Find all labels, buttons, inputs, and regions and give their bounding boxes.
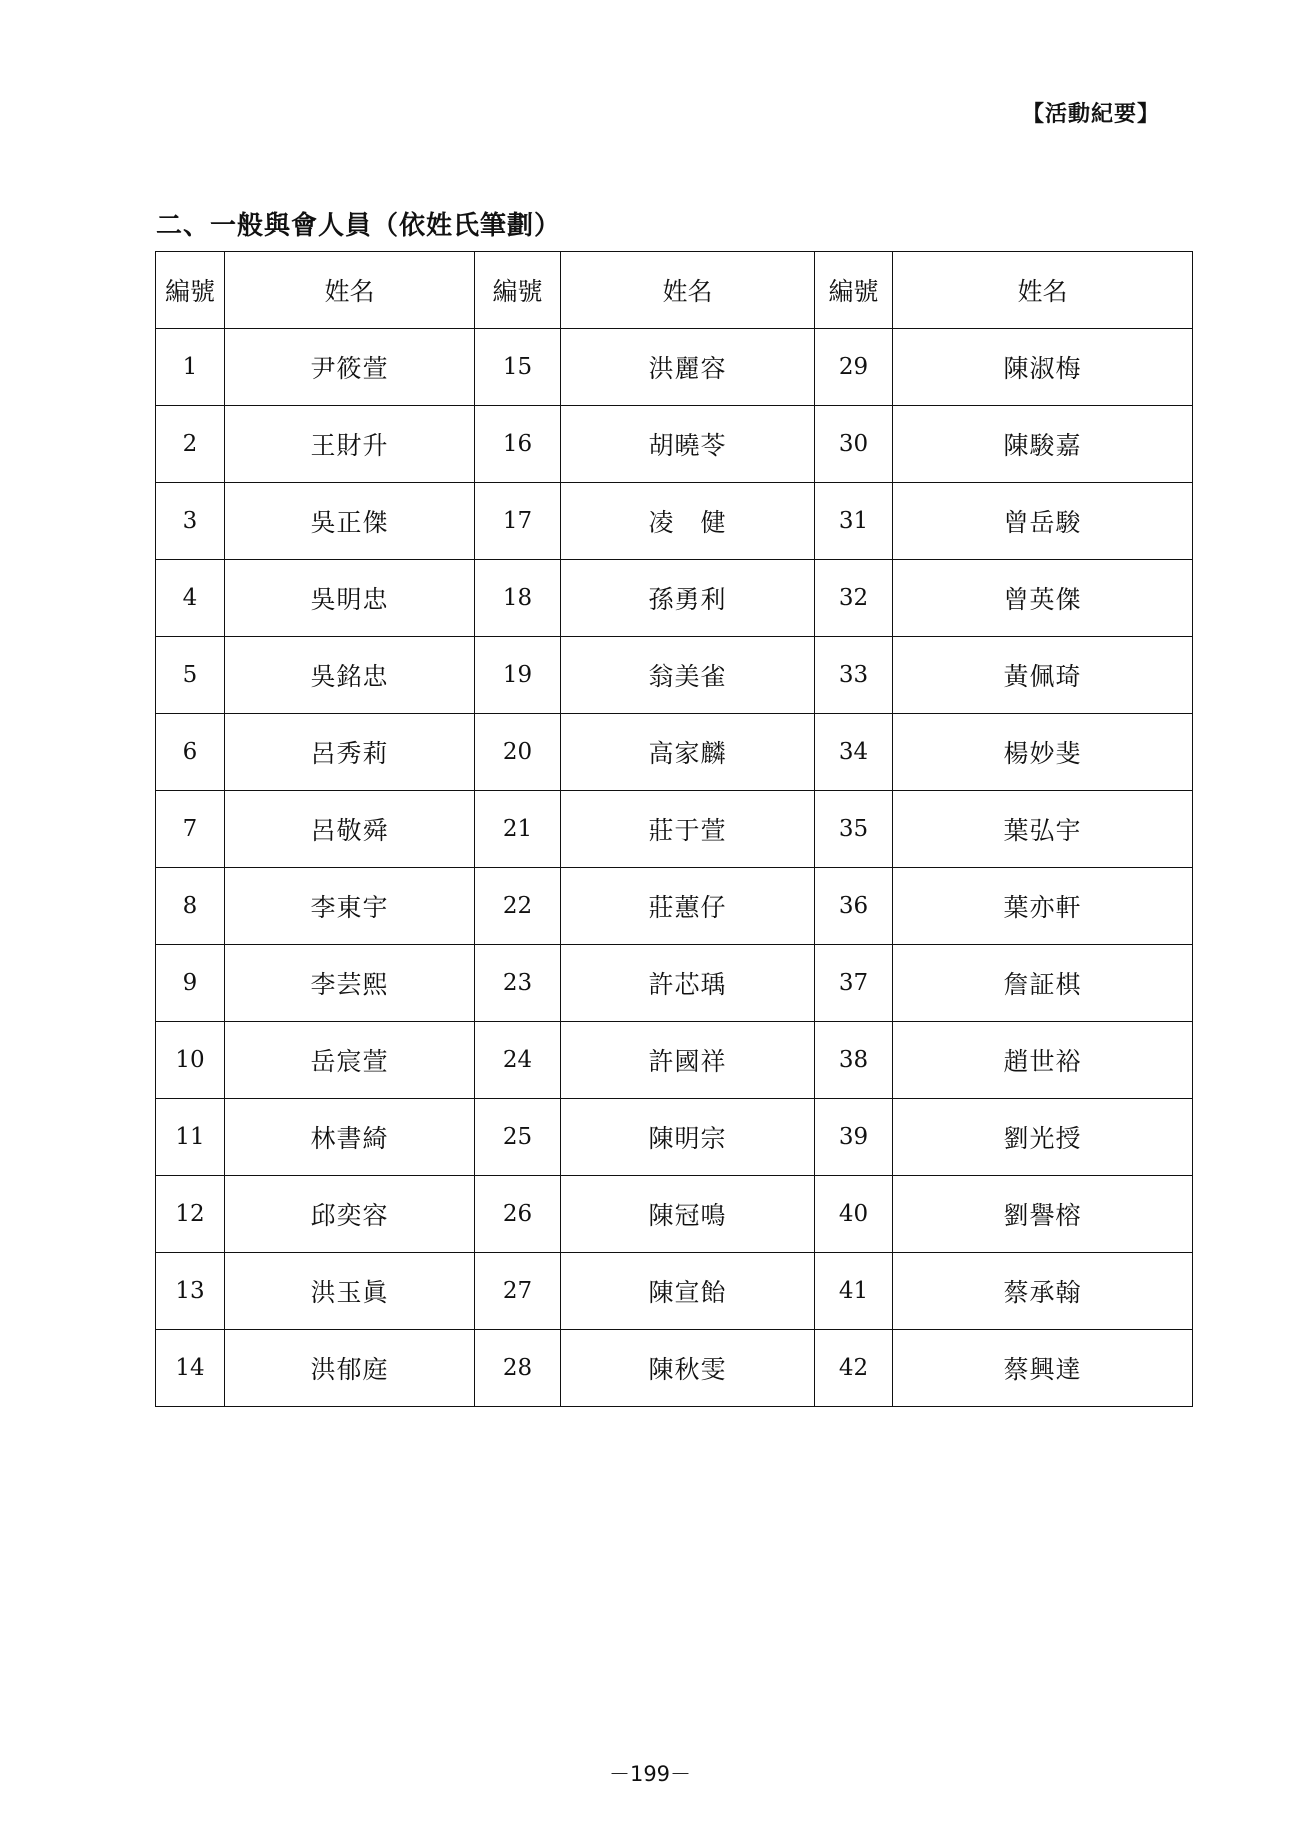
column-header-number: 編號 xyxy=(156,252,225,329)
attendee-name: 曾岳駿 xyxy=(893,483,1193,560)
entry-number: 6 xyxy=(156,714,225,791)
entry-number: 24 xyxy=(475,1022,561,1099)
attendee-name: 蔡興達 xyxy=(893,1330,1193,1407)
column-header-name: 姓名 xyxy=(561,252,815,329)
entry-number: 26 xyxy=(475,1176,561,1253)
section-title: 二、一般與會人員（依姓氏筆劃） xyxy=(156,211,562,241)
attendee-table xyxy=(155,251,1193,1407)
entry-number: 11 xyxy=(156,1099,225,1176)
running-head: 【活動紀要】 xyxy=(1021,102,1160,127)
entry-number: 38 xyxy=(815,1022,893,1099)
entry-number: 35 xyxy=(815,791,893,868)
entry-number: 39 xyxy=(815,1099,893,1176)
table-row xyxy=(156,406,1193,483)
attendee-name: 許芯瑀 xyxy=(561,945,815,1022)
attendee-name: 吳銘忠 xyxy=(225,637,475,714)
entry-number: 25 xyxy=(475,1099,561,1176)
entry-number: 10 xyxy=(156,1022,225,1099)
attendee-name: 楊妙斐 xyxy=(893,714,1193,791)
attendee-name: 陳秋雯 xyxy=(561,1330,815,1407)
attendee-name: 邱奕容 xyxy=(225,1176,475,1253)
attendee-name: 劉譽榕 xyxy=(893,1176,1193,1253)
attendee-name: 莊蕙仔 xyxy=(561,868,815,945)
attendee-name: 葉弘宇 xyxy=(893,791,1193,868)
entry-number: 37 xyxy=(815,945,893,1022)
table-row xyxy=(156,560,1193,637)
entry-number: 31 xyxy=(815,483,893,560)
entry-number: 8 xyxy=(156,868,225,945)
attendee-name: 孫勇利 xyxy=(561,560,815,637)
column-header-name: 姓名 xyxy=(893,252,1193,329)
attendee-name: 陳冠鳴 xyxy=(561,1176,815,1253)
table-row xyxy=(156,868,1193,945)
attendee-name: 胡曉苓 xyxy=(561,406,815,483)
attendee-name: 凌 健 xyxy=(561,483,815,560)
entry-number: 1 xyxy=(156,329,225,406)
attendee-name: 許國祥 xyxy=(561,1022,815,1099)
table-body xyxy=(156,329,1193,1407)
entry-number: 21 xyxy=(475,791,561,868)
attendee-name: 曾英傑 xyxy=(893,560,1193,637)
attendee-name: 呂秀莉 xyxy=(225,714,475,791)
entry-number: 40 xyxy=(815,1176,893,1253)
entry-number: 30 xyxy=(815,406,893,483)
entry-number: 16 xyxy=(475,406,561,483)
table-row xyxy=(156,1176,1193,1253)
attendee-name: 岳宸萱 xyxy=(225,1022,475,1099)
entry-number: 12 xyxy=(156,1176,225,1253)
column-header-number: 編號 xyxy=(815,252,893,329)
attendee-name: 洪麗容 xyxy=(561,329,815,406)
attendee-name: 李東宇 xyxy=(225,868,475,945)
entry-number: 32 xyxy=(815,560,893,637)
attendee-name: 蔡承翰 xyxy=(893,1253,1193,1330)
column-header-number: 編號 xyxy=(475,252,561,329)
entry-number: 17 xyxy=(475,483,561,560)
entry-number: 18 xyxy=(475,560,561,637)
attendee-name: 陳宣飴 xyxy=(561,1253,815,1330)
entry-number: 33 xyxy=(815,637,893,714)
entry-number: 36 xyxy=(815,868,893,945)
attendee-name: 吳正傑 xyxy=(225,483,475,560)
attendee-name: 陳明宗 xyxy=(561,1099,815,1176)
attendee-name: 呂敬舜 xyxy=(225,791,475,868)
entry-number: 3 xyxy=(156,483,225,560)
attendee-name: 陳淑梅 xyxy=(893,329,1193,406)
entry-number: 9 xyxy=(156,945,225,1022)
entry-number: 5 xyxy=(156,637,225,714)
column-header-name: 姓名 xyxy=(225,252,475,329)
table-row xyxy=(156,1253,1193,1330)
attendee-name: 趙世裕 xyxy=(893,1022,1193,1099)
entry-number: 14 xyxy=(156,1330,225,1407)
attendee-name: 翁美雀 xyxy=(561,637,815,714)
table-row xyxy=(156,329,1193,406)
entry-number: 29 xyxy=(815,329,893,406)
attendee-name: 洪郁庭 xyxy=(225,1330,475,1407)
table-row xyxy=(156,1099,1193,1176)
entry-number: 7 xyxy=(156,791,225,868)
table-row xyxy=(156,791,1193,868)
table-row xyxy=(156,714,1193,791)
page-number: －199－ xyxy=(608,1762,692,1786)
attendee-name: 林書綺 xyxy=(225,1099,475,1176)
attendee-name: 黃佩琦 xyxy=(893,637,1193,714)
table-row xyxy=(156,1022,1193,1099)
entry-number: 27 xyxy=(475,1253,561,1330)
attendee-name: 吳明忠 xyxy=(225,560,475,637)
entry-number: 22 xyxy=(475,868,561,945)
table-row xyxy=(156,637,1193,714)
attendee-name: 高家麟 xyxy=(561,714,815,791)
entry-number: 13 xyxy=(156,1253,225,1330)
table-row xyxy=(156,483,1193,560)
attendee-name: 陳駿嘉 xyxy=(893,406,1193,483)
attendee-name: 洪玉眞 xyxy=(225,1253,475,1330)
entry-number: 15 xyxy=(475,329,561,406)
entry-number: 41 xyxy=(815,1253,893,1330)
attendee-name: 詹証棋 xyxy=(893,945,1193,1022)
entry-number: 28 xyxy=(475,1330,561,1407)
entry-number: 23 xyxy=(475,945,561,1022)
table-header-row xyxy=(156,252,1193,329)
entry-number: 4 xyxy=(156,560,225,637)
attendee-name: 王財升 xyxy=(225,406,475,483)
entry-number: 2 xyxy=(156,406,225,483)
entry-number: 20 xyxy=(475,714,561,791)
attendee-name: 葉亦軒 xyxy=(893,868,1193,945)
table-row xyxy=(156,945,1193,1022)
attendee-name: 李芸熙 xyxy=(225,945,475,1022)
attendee-name: 尹筱萱 xyxy=(225,329,475,406)
entry-number: 19 xyxy=(475,637,561,714)
entry-number: 42 xyxy=(815,1330,893,1407)
entry-number: 34 xyxy=(815,714,893,791)
attendee-name: 劉光授 xyxy=(893,1099,1193,1176)
table-row xyxy=(156,1330,1193,1407)
attendee-name: 莊于萱 xyxy=(561,791,815,868)
